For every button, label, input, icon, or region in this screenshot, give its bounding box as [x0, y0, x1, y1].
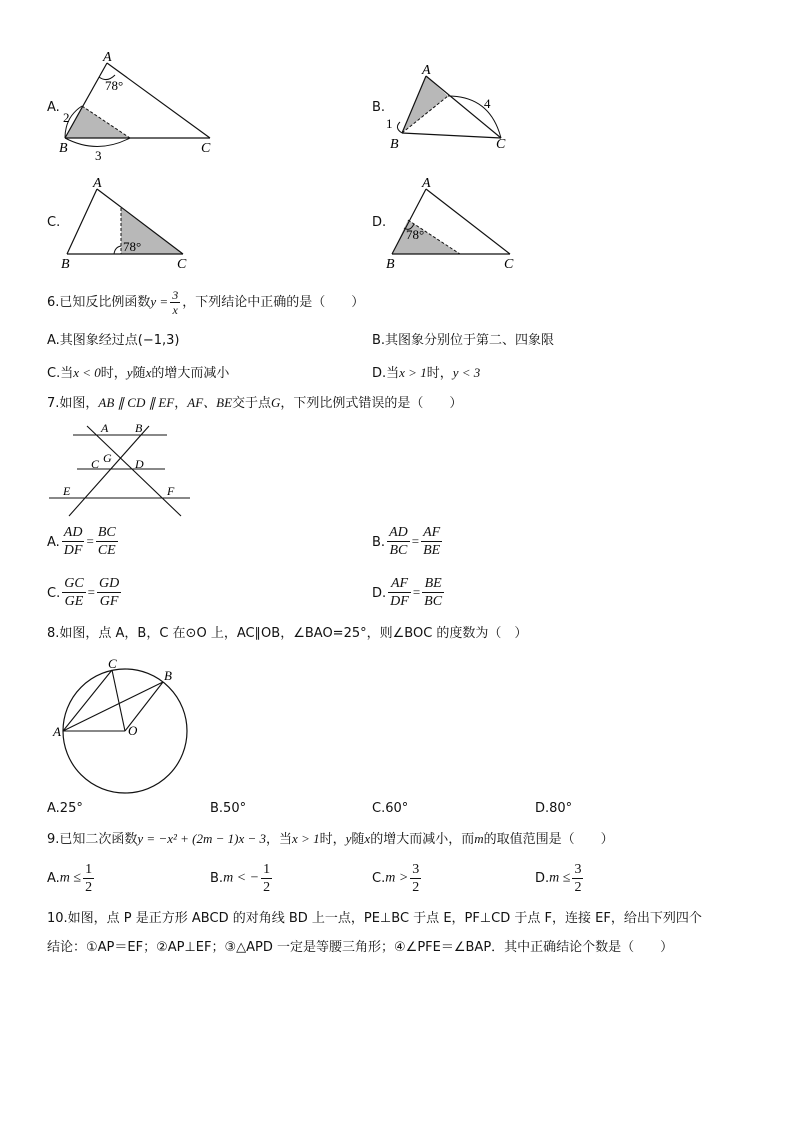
q7-stem	[47, 394, 462, 413]
q5b-label-b: B	[390, 137, 399, 152]
q7-stem-mid: ，	[174, 396, 188, 411]
q9c-num: 3	[412, 862, 420, 877]
q7c-letter: C.	[47, 586, 61, 601]
q6d-mid: 时，	[426, 366, 453, 381]
q6d-cond: x > 1	[399, 365, 427, 380]
q5a-angle: 78°	[105, 78, 124, 93]
q7-option-b: B. $\frac{AD}{BC}$ = $\frac{AF}{BE}$	[372, 525, 441, 558]
q7fig-b: B	[135, 421, 143, 435]
q5d-label-a: A	[422, 176, 431, 191]
q5d-label-b: B	[386, 257, 395, 272]
q9a-den: 2	[85, 880, 93, 895]
q9-stem-post: 的取值范围是（ ）	[483, 832, 614, 847]
q5c-label-a: A	[93, 176, 102, 191]
q7c-d2: GF	[99, 594, 119, 609]
q9-option-d	[535, 861, 585, 896]
q8-option-d: D.80°	[535, 801, 573, 816]
q7a-d2: CE	[97, 543, 116, 558]
q9b-frac	[261, 861, 272, 896]
q6c-mid: 时，	[100, 366, 127, 381]
q6-option-b: B.其图象分别位于第二、四象限	[372, 333, 555, 348]
q6c-y: y	[126, 365, 133, 380]
q8fig-o: O	[128, 723, 138, 738]
q9d-rel: m ≤	[549, 870, 571, 886]
q9c-rel: m >	[385, 870, 409, 886]
q6c-cond: x < 0	[73, 365, 101, 380]
q6-stem-post: ，下列结论中正确的是（ ）	[182, 295, 365, 310]
q9a-rel: m ≤	[59, 870, 82, 886]
q6-option-c	[47, 364, 229, 383]
q7b-letter: B.	[372, 535, 386, 550]
q9b-den: 2	[263, 880, 271, 895]
q5-option-c-letter: C.	[47, 215, 61, 230]
q6-func-den: x	[172, 303, 178, 317]
q7a-frac2	[96, 524, 118, 559]
q9d-den: 2	[574, 880, 582, 895]
q5b-label-c: C	[496, 137, 506, 152]
q7a-n1: AD	[63, 525, 83, 540]
q7fig-g: G	[103, 451, 112, 465]
q9-stem-mid: ，当	[266, 832, 293, 847]
q8-option-a: A.25°	[47, 801, 83, 816]
q6d-pre: D.当	[372, 366, 400, 381]
q9c-frac	[410, 861, 421, 896]
q9-option-c	[372, 861, 423, 896]
q9-func: y = −x² + (2m − 1)x − 3	[137, 831, 267, 846]
q5d-label-c: C	[504, 257, 514, 272]
q7d-n1: AF	[388, 575, 411, 593]
q7d-n2: BE	[422, 575, 444, 593]
q5b-side-1: 1	[386, 116, 393, 131]
q9b-letter: B.	[210, 871, 224, 886]
q5a-label-b: B	[59, 141, 68, 156]
q9b-rel: m < −	[223, 870, 260, 886]
q7-option-a: A. $\frac{AD}{DF}$ = $\frac{BC}{CE}$	[47, 525, 116, 558]
q7b-d1: BC	[389, 543, 408, 558]
q9-stem	[47, 830, 614, 849]
q6c-mid2: 随	[132, 366, 146, 381]
q7fig-f: F	[167, 484, 175, 498]
q9-stem-mid3: 随	[351, 832, 365, 847]
q7-parallel: AB ∥ CD ∥ EF	[98, 395, 175, 410]
q7fig-c: C	[91, 457, 100, 471]
q9a-letter: A.	[47, 871, 60, 886]
q7c-n2: GD	[99, 576, 120, 591]
q5-figure-c	[55, 172, 205, 272]
q7-stem-pre: 7.如图，	[47, 396, 99, 411]
q6c-pre: C.当	[47, 366, 74, 381]
q7fig-d: D	[135, 457, 144, 471]
q6-option-a: A.其图象经过点(−1,3)	[47, 333, 180, 348]
q9-option-b	[210, 861, 274, 896]
q5-figure-a	[55, 45, 225, 165]
q7b-frac1	[387, 524, 410, 559]
q7a-d1: DF	[63, 543, 83, 558]
q7c-frac2	[97, 575, 121, 610]
q9b-num: 1	[263, 862, 271, 877]
q7b-n2: AF	[423, 525, 441, 540]
q5-option-d-letter: D.	[372, 215, 387, 230]
q6-func-fraction	[170, 288, 180, 317]
q9-option-a	[47, 861, 96, 896]
q9-cond: x > 1	[292, 831, 320, 846]
q7c-n1: GC	[64, 576, 84, 591]
q7fig-e: E	[63, 484, 71, 498]
q8fig-c: C	[108, 656, 117, 671]
q8-option-b: B.50°	[210, 801, 247, 816]
q6c-x: x	[145, 365, 152, 380]
q9-y: y	[345, 831, 352, 846]
q5a-label-a: A	[103, 50, 112, 65]
q5a-label-c: C	[201, 141, 211, 156]
q6-stem	[47, 288, 364, 317]
q5-figure-b	[382, 58, 522, 158]
q9a-frac	[83, 861, 94, 896]
q6-func-num: 3	[172, 288, 179, 302]
q5b-side-4: 4	[484, 96, 491, 111]
q6-option-d	[372, 364, 480, 383]
q5a-side-3: 3	[95, 148, 102, 163]
q5a-side-2: 2	[63, 110, 70, 125]
q10-line2: 结论：①AP＝EF；②AP⊥EF；③△APD 一定是等腰三角形；④∠PFE＝∠BAP．其中正确结论个数是（ ）	[47, 940, 674, 955]
q6-func-y: y =	[150, 294, 169, 309]
q5c-label-b: B	[61, 257, 70, 272]
q7d-frac1	[388, 575, 411, 610]
q8-figure	[50, 652, 200, 797]
q6-stem-pre: 6.已知反比例函数	[47, 295, 151, 310]
q7c-frac1	[62, 575, 85, 610]
q7d-letter: D.	[372, 586, 387, 601]
q9-stem-mid4: 的增大而减小，而	[370, 832, 475, 847]
q9-stem-pre: 9.已知二次函数	[47, 832, 138, 847]
q7-option-c: C. $\frac{GC}{GE}$ = $\frac{GD}{GF}$	[47, 576, 120, 609]
q7d-frac2	[422, 575, 444, 610]
q5b-label-a: A	[422, 63, 431, 78]
q9d-letter: D.	[535, 871, 550, 886]
q9-stem-mid2: 时，	[319, 832, 346, 847]
q7d-d2: BC	[424, 594, 443, 609]
q7a-n2: BC	[97, 525, 116, 540]
q8-option-c: C.60°	[372, 801, 409, 816]
q5c-label-c: C	[177, 257, 187, 272]
q7-option-d: D. $\frac{AF}{DF}$ = $\frac{BE}{BC}$	[372, 576, 443, 609]
q9d-num: 3	[574, 862, 582, 877]
q5-figure-d	[380, 172, 530, 272]
q8-stem: 8.如图，点 A，B，C 在⊙O 上，AC∥OB，∠BAO=25°，则∠BOC 的度数为（ ）	[47, 626, 528, 641]
q7b-frac2	[421, 524, 442, 559]
q9-x: x	[364, 831, 371, 846]
q7-g: G	[271, 395, 281, 410]
q7fig-a: A	[101, 421, 109, 435]
q9c-letter: C.	[372, 871, 386, 886]
q6d-concl: y < 3	[452, 365, 481, 380]
q9a-num: 1	[85, 862, 93, 877]
q7a-frac1	[62, 524, 85, 559]
q7-stem-post: ，下列比例式错误的是（ ）	[280, 396, 463, 411]
q7d-d1: DF	[390, 594, 409, 609]
q7-figure	[45, 418, 195, 518]
q7-stem-mid2: 交于点	[232, 396, 272, 411]
q5d-angle: 78°	[406, 227, 425, 242]
q9d-frac	[572, 861, 583, 896]
q9-m: m	[474, 831, 484, 846]
q9c-den: 2	[412, 880, 420, 895]
q5c-angle: 78°	[123, 239, 142, 254]
q7b-n1: AD	[389, 525, 408, 540]
q7-lines: AF、BE	[187, 395, 233, 410]
q8fig-a: A	[53, 724, 61, 739]
q10-line1: 10.如图，点 P 是正方形 ABCD 的对角线 BD 上一点，PE⊥BC 于点 E，PF⊥CD 于点 F，连接 EF，给出下列四个	[47, 911, 702, 926]
q7a-letter: A.	[47, 535, 60, 550]
q5-option-b-letter: B.	[372, 100, 386, 115]
q8fig-b: B	[164, 668, 172, 683]
q5-option-a-letter: A.	[47, 100, 60, 115]
q7b-d2: BE	[423, 543, 441, 558]
q7c-d1: GE	[64, 594, 84, 609]
q6c-post: 的增大而减小	[151, 366, 230, 381]
